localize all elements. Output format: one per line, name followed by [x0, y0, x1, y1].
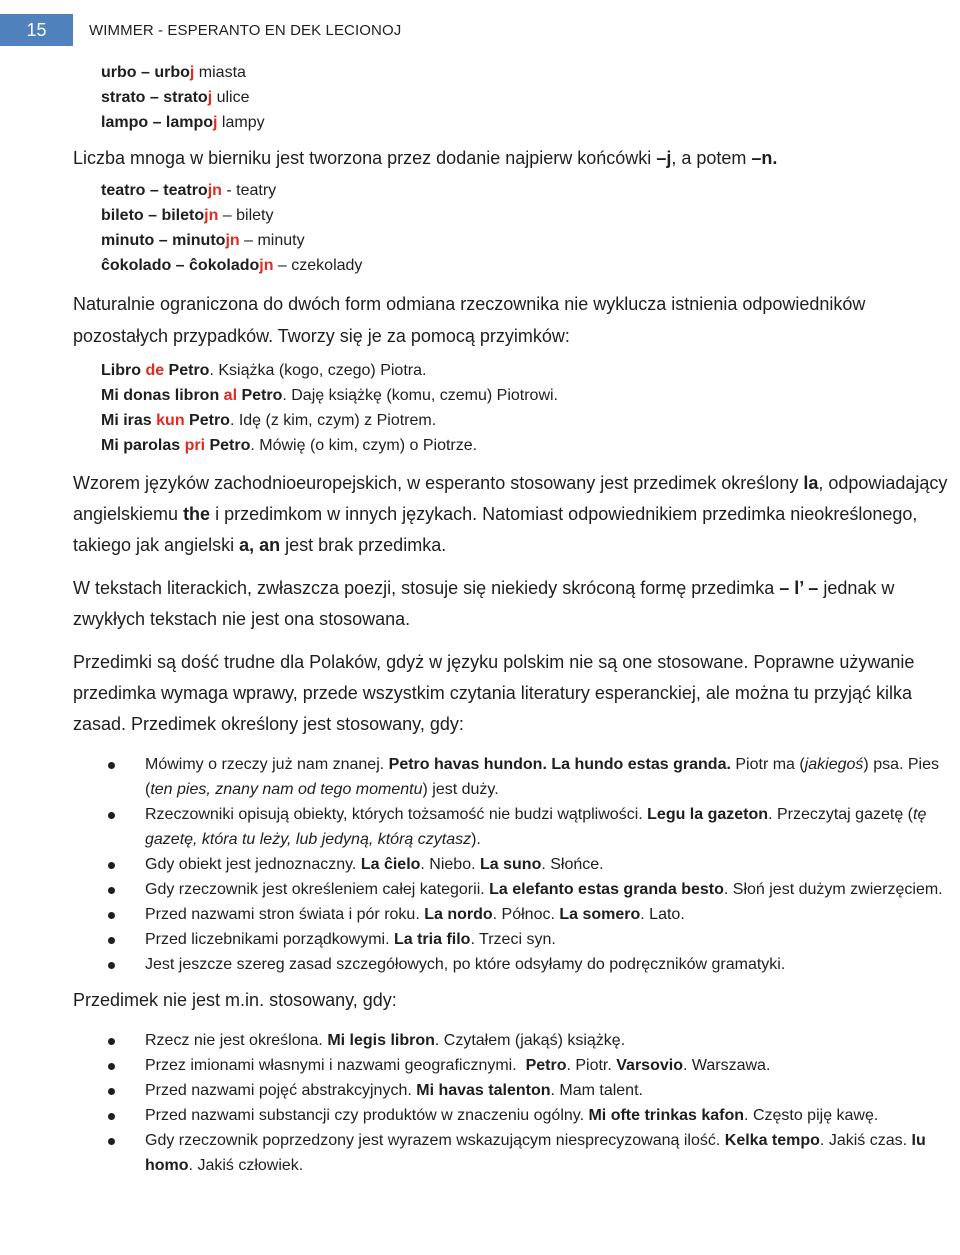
article-not-used-rules: [73, 1028, 953, 1178]
preposition-examples: [73, 358, 953, 458]
article-paragraph: Wzorem języków zachodnioeuropejskich, w esperanto stosowany jest przedimek określony la, odpowiadający angielskiemu the i przedimkom w innych językach. Natomiast odpowiednikiem przedimka nieokreślonego, takiego jak angielski a, an jest brak przedimka.: [73, 473, 948, 555]
bullet-icon: [108, 937, 115, 944]
bullet-icon: [108, 962, 115, 969]
example-line: strato – stratoj ulice: [101, 89, 250, 106]
bullet-icon: [108, 912, 115, 919]
list-item: Przed liczebnikami porządkowymi. La tria filo. Trzeci syn.: [73, 927, 953, 952]
list-item: Rzecz nie jest określona. Mi legis libron. Czytałem (jakąś) książkę.: [73, 1028, 953, 1053]
example-line: Libro de Petro. Książka (kogo, czego) Piotra.: [101, 362, 427, 379]
bullet-icon: [108, 1088, 115, 1095]
list-item: Gdy obiekt jest jednoznaczny. La ĉielo. Niebo. La suno. Słońce.: [73, 852, 953, 877]
example-line: Mi iras kun Petro. Idę (z kim, czym) z Piotrem.: [101, 412, 437, 429]
list-item: Gdy rzeczownik poprzedzony jest wyrazem wskazującym niesprecyzowaną ilość. Kelka tempo. Jakiś czas. Iu homo. Jakiś człowiek.: [73, 1128, 953, 1178]
accusative-examples: [73, 178, 953, 278]
bullet-icon: [108, 1113, 115, 1120]
bullet-icon: [108, 1138, 115, 1145]
example-line: lampo – lampoj lampy: [101, 114, 265, 131]
difficulty-paragraph: Przedimki są dość trudne dla Polaków, gdyż w języku polskim nie są one stosowane. Poprawne używanie przedimka wymaga wprawy, przede wszystkim czytania literatury esperanckiej, ale można tu przyjąć kilka zasad. Przedimek określony jest stosowany, gdy:: [73, 652, 915, 734]
bullet-icon: [108, 1038, 115, 1045]
example-line: Mi parolas pri Petro. Mówię (o kim, czym) o Piotrze.: [101, 437, 478, 454]
list-item: Przed nazwami stron świata i pór roku. La nordo. Północ. La somero. Lato.: [73, 902, 953, 927]
list-item: Mówimy o rzeczy już nam znanej. Petro havas hundon. La hundo estas granda. Piotr ma (jakiegoś) psa. Pies (ten pies, znany nam od tego momentu) jest duży.: [73, 752, 953, 802]
bullet-icon: [108, 762, 115, 769]
list-item: Jest jeszcze szereg zasad szczegółowych, po które odsyłamy do podręczników gramatyki.: [73, 952, 953, 977]
list-item: Przez imionami własnymi i nazwami geograficznymi. Petro. Piotr. Varsovio. Warszawa.: [73, 1053, 953, 1078]
example-line: urbo – urboj miasta: [101, 64, 246, 81]
accusative-intro: Liczba mnoga w bierniku jest tworzona przez dodanie najpierw końcówki –j, a potem –n.: [73, 148, 778, 168]
not-used-heading: Przedimek nie jest m.in. stosowany, gdy:: [73, 990, 397, 1010]
list-item: Przed nazwami pojęć abstrakcyjnych. Mi havas talenton. Mam talent.: [73, 1078, 953, 1103]
list-item: Gdy rzeczownik jest określeniem całej kategorii. La elefanto estas granda besto. Słoń jest dużym zwierzęciem.: [73, 877, 953, 902]
example-line: minuto – minutojn – minuty: [101, 232, 305, 249]
example-line: bileto – biletojn – bilety: [101, 207, 274, 224]
cases-intro: Naturalnie ograniczona do dwóch form odmiana rzeczownika nie wyklucza istnienia odpowiedników pozostałych przypadków. Tworzy się je za pomocą przyimków:: [73, 294, 866, 346]
page-number: 15: [0, 14, 73, 46]
document-body: [73, 60, 953, 1178]
plural-examples: [73, 60, 953, 135]
example-line: teatro – teatrojn - teatry: [101, 182, 277, 199]
bullet-icon: [108, 862, 115, 869]
list-item: Przed nazwami substancji czy produktów w znaczeniu ogólny. Mi ofte trinkas kafon. Często piję kawę.: [73, 1103, 953, 1128]
article-used-rules: [73, 752, 953, 977]
running-header: WIMMER - ESPERANTO EN DEK LECIONOJ: [89, 22, 402, 39]
bullet-icon: [108, 1063, 115, 1070]
example-line: ĉokolado – ĉokoladojn – czekolady: [101, 257, 363, 274]
bullet-icon: [108, 812, 115, 819]
short-form-paragraph: W tekstach literackich, zwłaszcza poezji, stosuje się niekiedy skróconą formę przedimka – l’ – jednak w zwykłych tekstach nie jest ona stosowana.: [73, 578, 895, 629]
example-line: Mi donas libron al Petro. Daję książkę (komu, czemu) Piotrowi.: [101, 387, 558, 404]
bullet-icon: [108, 887, 115, 894]
list-item: Rzeczowniki opisują obiekty, których tożsamość nie budzi wątpliwości. Legu la gazeton. Przeczytaj gazetę (tę gazetę, która tu leży, lub jedyną, którą czytasz).: [73, 802, 953, 852]
